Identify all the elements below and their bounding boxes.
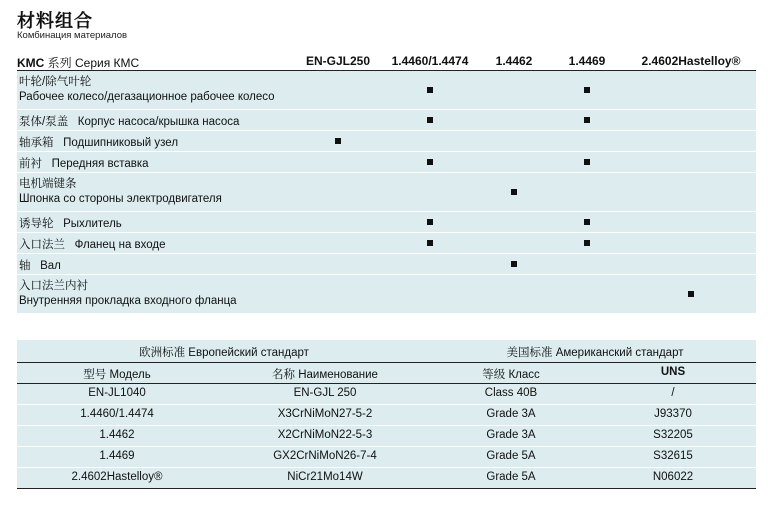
part-name-cn: 电机端键条 <box>19 178 77 190</box>
standards-row <box>17 447 756 468</box>
name-cell: NiCr21Mo14W <box>287 471 363 483</box>
material-mark <box>584 219 590 225</box>
uns-cell: S32205 <box>653 429 693 441</box>
class-cell: Class 40B <box>484 387 538 399</box>
part-name <box>19 215 122 231</box>
material-mark <box>427 87 433 93</box>
american-standard-label: 美国标准 Американский стандарт <box>506 347 684 359</box>
material-row <box>17 152 756 173</box>
material-row <box>17 233 756 254</box>
part-name-cn: 入口法兰内衬 <box>19 280 88 292</box>
materials-table-header <box>17 52 756 71</box>
part-name-cn: 泵体/泵盖 <box>19 116 69 128</box>
name-cell: EN-GJL 250 <box>293 387 357 399</box>
part-name-ru: Подшипниковый узел <box>63 137 179 149</box>
part-name-cn: 轴承箱 <box>19 137 54 149</box>
material-mark <box>688 291 694 297</box>
header-uns: UNS <box>660 366 686 378</box>
class-cell: Grade 3A <box>486 429 536 441</box>
part-name-cn: 前衬 <box>19 158 42 170</box>
uns-cell: S32615 <box>653 450 693 462</box>
part-name-ru: Корпус насоса/крышка насоса <box>77 116 240 128</box>
standards-table-body <box>17 384 756 489</box>
material-row <box>17 71 756 110</box>
class-cell: Grade 3A <box>486 408 536 420</box>
material-row <box>17 173 756 212</box>
standards-row <box>17 384 756 405</box>
series-label-bold: KMC <box>17 56 45 70</box>
header-model: 型号 Модель <box>83 369 151 381</box>
part-name-cn: 入口法兰 <box>19 239 65 251</box>
standards-row <box>17 405 756 426</box>
name-cell: GX2CrNiMoN26-7-4 <box>273 450 377 462</box>
material-mark <box>584 159 590 165</box>
material-mark <box>335 138 341 144</box>
part-name-ru: Передняя вставка <box>51 158 149 170</box>
materials-table-body <box>17 71 756 314</box>
material-row <box>17 110 756 131</box>
standards-table <box>17 340 756 489</box>
class-cell: Grade 5A <box>486 450 536 462</box>
model-cell: 2.4602Hastelloy® <box>71 471 163 483</box>
column-header-1-4460: 1.4460/1.4474 <box>391 54 469 68</box>
part-name <box>19 236 166 252</box>
standards-group-row <box>17 340 756 363</box>
model-cell: EN-JL1040 <box>88 387 146 399</box>
material-mark <box>427 240 433 246</box>
part-name-ru: Внутренняя прокладка входного фланца <box>19 295 237 307</box>
standards-row <box>17 426 756 447</box>
material-mark <box>511 189 517 195</box>
part-name <box>19 257 61 273</box>
uns-cell: J93370 <box>654 408 692 420</box>
part-name <box>19 113 239 129</box>
part-name <box>19 155 149 171</box>
column-header-1-4469: 1.4469 <box>568 54 606 68</box>
uns-cell: N06022 <box>652 471 694 483</box>
part-name-ru: Шпонка со стороны электродвигателя <box>19 193 222 205</box>
part-name <box>19 134 178 150</box>
part-name-ru: Рабочее колесо/дегазационное рабочее колесо <box>19 91 275 103</box>
material-mark <box>427 219 433 225</box>
material-row <box>17 131 756 152</box>
series-label <box>17 54 139 71</box>
uns-cell: / <box>671 387 675 399</box>
material-row <box>17 254 756 275</box>
material-mark <box>427 117 433 123</box>
series-label-rest: 系列 Серия КМС <box>44 56 140 70</box>
part-name-cn: 轴 <box>19 260 31 272</box>
material-mark <box>584 240 590 246</box>
part-name-ru: Вал <box>40 260 61 272</box>
material-row <box>17 212 756 233</box>
model-cell: 1.4469 <box>99 450 135 462</box>
page-subtitle: Комбинация материалов <box>17 30 128 41</box>
model-cell: 1.4462 <box>99 429 135 441</box>
column-header-2-4602: 2.4602Hastelloy® <box>641 54 741 68</box>
material-mark <box>427 159 433 165</box>
part-name-cn: 叶轮/除气叶轮 <box>19 76 92 88</box>
material-mark <box>584 117 590 123</box>
column-header-1-4462: 1.4462 <box>495 54 533 68</box>
material-mark <box>584 87 590 93</box>
name-cell: X2CrNiMoN22-5-3 <box>277 429 373 441</box>
page-title: 材料组合 <box>17 11 93 31</box>
column-header-en-gjl250: EN-GJL250 <box>305 54 371 68</box>
standards-header-row <box>17 363 756 384</box>
class-cell: Grade 5A <box>486 471 536 483</box>
material-row <box>17 275 756 314</box>
name-cell: X3CrNiMoN27-5-2 <box>277 408 373 420</box>
model-cell: 1.4460/1.4474 <box>80 408 154 420</box>
header-class: 等级 Класс <box>482 369 540 381</box>
european-standard-label: 欧洲标准 Европейский стандарт <box>139 347 309 359</box>
materials-table <box>17 52 756 314</box>
part-name-ru: Рыхлитель <box>63 218 122 230</box>
material-mark <box>511 261 517 267</box>
standards-row <box>17 468 756 489</box>
part-name-ru: Фланец на входе <box>74 239 166 251</box>
header-name: 名称 Наименование <box>272 369 378 381</box>
part-name-cn: 诱导轮 <box>19 218 54 230</box>
